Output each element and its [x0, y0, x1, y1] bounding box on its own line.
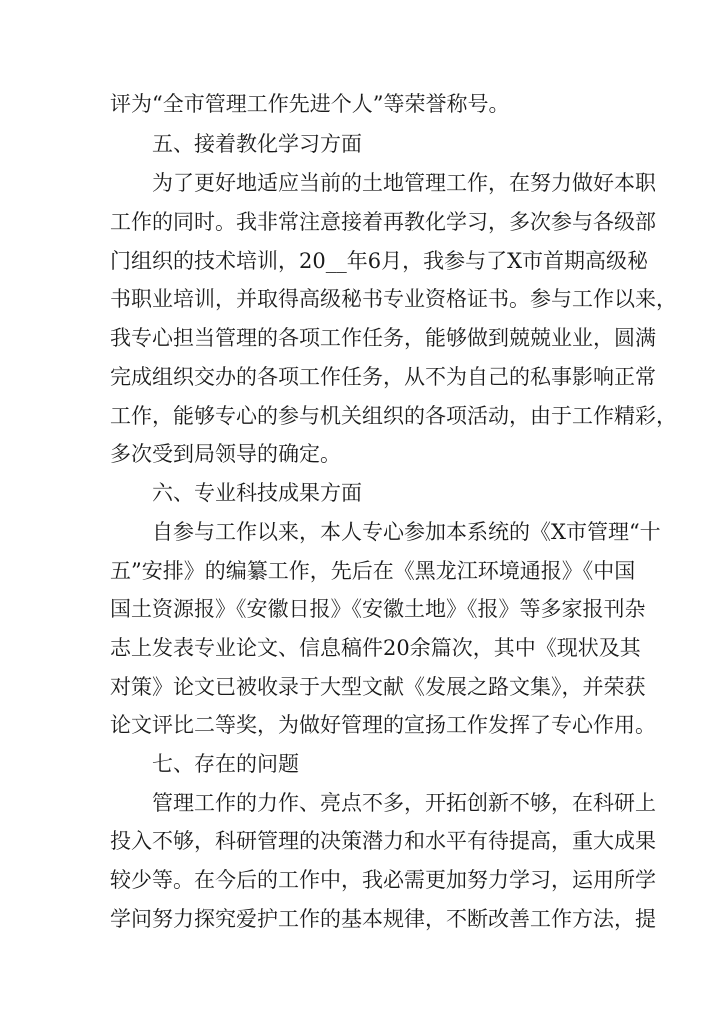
text-line: 志上发表专业论文、信息稿件20余篇次，其中《现状及其 [110, 636, 641, 660]
text-line: 完成组织交办的各项工作任务，从不为自己的私事影响正常 [110, 365, 656, 389]
section-heading: 六、专业科技成果方面 [152, 481, 362, 505]
text-line: 工作，能够专心的参与机关组织的各项活动，由于工作精彩， [110, 404, 677, 428]
text-line: 评为“全市管理工作先进个人”等荣誉称号。 [110, 92, 510, 116]
text-line: 对策》论文已被收录于大型文献《发展之路文集》，并荣获 [110, 675, 646, 699]
text-line: 较少等。在今后的工作中，我必需更加努力学习，运用所学 [110, 868, 656, 892]
text-line: 投入不够，科研管理的决策潜力和水平有待提高，重大成果 [110, 829, 656, 853]
text-line: 我专心担当管理的各项工作任务，能够做到兢兢业业，圆满 [110, 326, 656, 350]
section-heading: 五、接着教化学习方面 [152, 132, 362, 156]
text-line: 门组织的技术培训，20__年6月，我参与了X市首期高级秘 [110, 249, 649, 273]
text-line: 五”安排》的编纂工作，先后在《黑龙江环境通报》《中国 [110, 559, 636, 583]
text-line: 自参与工作以来，本人专心参加本系统的《X市管理“十 [152, 520, 661, 544]
text-line: 书职业培训，并取得高级秘书专业资格证书。参与工作以来， [110, 287, 677, 311]
section-heading: 七、存在的问题 [152, 752, 299, 776]
text-line: 多次受到局领导的确定。 [110, 442, 341, 466]
text-line: 国土资源报》《安徽日报》《安徽土地》《报》等多家报刊杂 [110, 597, 646, 621]
text-line: 为了更好地适应当前的土地管理工作，在努力做好本职 [152, 171, 656, 195]
text-line: 工作的同时。我非常注意接着再教化学习，多次参与各级部 [110, 210, 656, 234]
text-line: 学问努力探究爱护工作的基本规律，不断改善工作方法，提 [110, 907, 656, 931]
text-line: 管理工作的力作、亮点不多，开拓创新不够，在科研上 [152, 791, 656, 815]
text-line: 论文评比二等奖，为做好管理的宣扬工作发挥了专心作用。 [110, 713, 656, 737]
